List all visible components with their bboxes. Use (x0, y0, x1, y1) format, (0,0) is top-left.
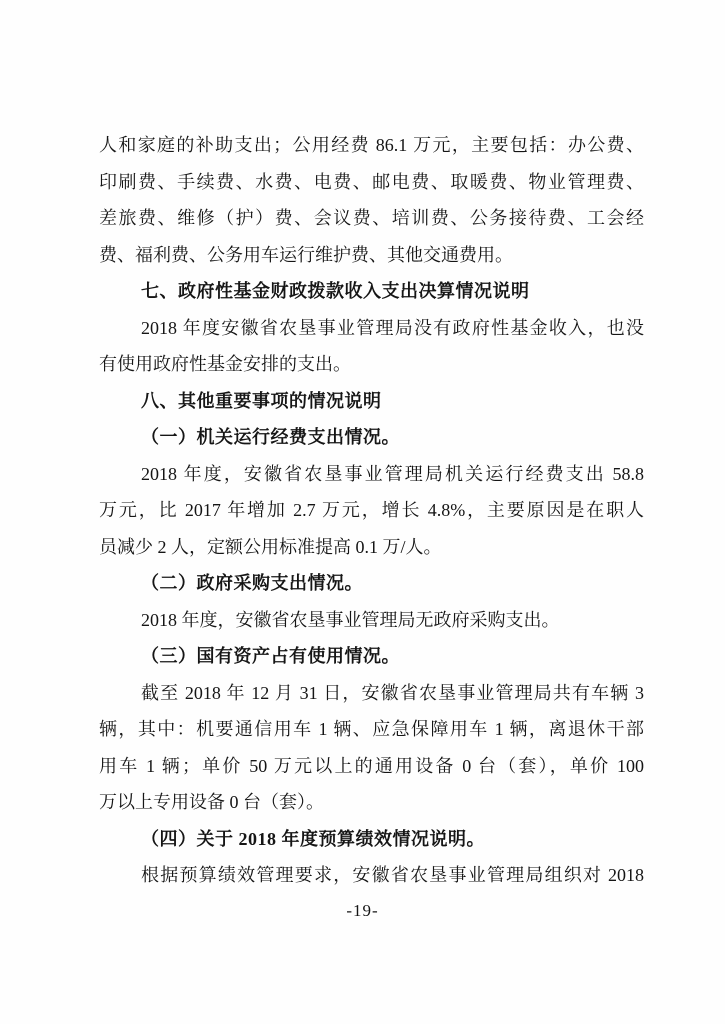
section-heading: （一）机关运行经费支出情况。 (141, 427, 400, 447)
paragraph-line: 2018 年度安徽省农垦事业管理局没有政府性基金收入，也没 (141, 317, 644, 338)
section-heading: （四）关于 2018 年度预算绩效情况说明。 (141, 828, 485, 849)
paragraph-line: 印刷费、手续费、水费、电费、邮电费、取暖费、物业管理费、 (99, 171, 644, 192)
paragraph-line: 员减少 2 人，定额公用标准提高 0.1 万/人。 (99, 536, 442, 557)
paragraph-line: 根据预算绩效管理要求，安徽省农垦事业管理局组织对 2018 (141, 865, 644, 885)
section-heading: 七、政府性基金财政拨款收入支出决算情况说明 (141, 281, 530, 301)
paragraph-line: 人和家庭的补助支出；公用经费 86.1 万元，主要包括：办公费、 (99, 135, 644, 155)
page-number: -19- (346, 901, 379, 920)
section-heading: 八、其他重要事项的情况说明 (141, 390, 382, 411)
section-heading: （三）国有资产占有使用情况。 (141, 646, 400, 666)
paragraph-line: 差旅费、维修（护）费、会议费、培训费、公务接待费、工会经 (99, 208, 644, 228)
paragraph-line: 费、福利费、公务用车运行维护费、其他交通费用。 (99, 244, 513, 265)
paragraph-line: 2018 年度，安徽省农垦事业管理局无政府采购支出。 (141, 609, 560, 630)
paragraph-line: 2018 年度，安徽省农垦事业管理局机关运行经费支出 58.8 (141, 463, 644, 484)
document-body (99, 127, 644, 894)
paragraph-line: 截至 2018 年 12 月 31 日，安徽省农垦事业管理局共有车辆 3 (141, 682, 644, 703)
paragraph-line: 有使用政府性基金安排的支出。 (99, 354, 351, 374)
section-heading: （二）政府采购支出情况。 (141, 573, 363, 593)
paragraph-line: 万以上专用设备 0 台（套）。 (99, 792, 324, 812)
page-footer (0, 893, 725, 930)
paragraph-line: 辆，其中：机要通信用车 1 辆、应急保障用车 1 辆，离退休干部 (99, 719, 644, 739)
paragraph-line: 用车 1 辆；单价 50 万元以上的通用设备 0 台（套），单价 100 (99, 755, 644, 776)
paragraph-line: 万元，比 2017 年增加 2.7 万元，增长 4.8%，主要原因是在职人 (99, 500, 644, 520)
